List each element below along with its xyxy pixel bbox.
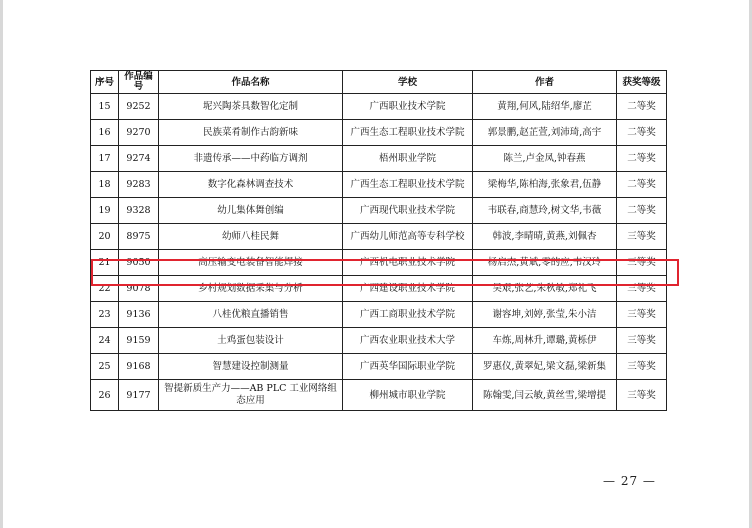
cell-work-id: 9168 [119, 354, 159, 380]
cell-award: 二等奖 [617, 94, 667, 120]
cell-index: 23 [91, 302, 119, 328]
cell-work-id: 9283 [119, 172, 159, 198]
header-title: 作品名称 [159, 71, 343, 94]
cell-authors: 车炼,周林升,谭璐,黄栎伊 [473, 328, 617, 354]
cell-index: 24 [91, 328, 119, 354]
table-row [91, 276, 667, 302]
cell-index: 15 [91, 94, 119, 120]
cell-school: 广西工商职业技术学院 [343, 302, 473, 328]
cell-title: 智慧建设控制测量 [159, 354, 343, 380]
table-row [91, 380, 667, 411]
cell-index: 19 [91, 198, 119, 224]
cell-work-id: 9078 [119, 276, 159, 302]
cell-index: 26 [91, 380, 119, 411]
cell-school: 广西生态工程职业技术学院 [343, 172, 473, 198]
header-index: 序号 [91, 71, 119, 94]
cell-index: 18 [91, 172, 119, 198]
cell-school: 广西生态工程职业技术学院 [343, 120, 473, 146]
awards-table [90, 70, 667, 411]
cell-title: 八桂优粮直播销售 [159, 302, 343, 328]
cell-index: 25 [91, 354, 119, 380]
cell-title: 乡村规划数据采集与分析 [159, 276, 343, 302]
cell-title: 土鸡蛋包装设计 [159, 328, 343, 354]
cell-school: 广西英华国际职业学院 [343, 354, 473, 380]
cell-title: 幼儿集体舞创编 [159, 198, 343, 224]
cell-award: 三等奖 [617, 380, 667, 411]
cell-school: 广西农业职业技术大学 [343, 328, 473, 354]
cell-award: 三等奖 [617, 224, 667, 250]
cell-authors: 陈翰雯,闫云敏,黄丝雪,梁增提 [473, 380, 617, 411]
cell-authors: 陈兰,卢金凤,钟春燕 [473, 146, 617, 172]
table-row [91, 224, 667, 250]
cell-authors: 郭景鹏,赵芷萱,刘沛琦,高宇 [473, 120, 617, 146]
cell-title: 高压输变电装备智能焊接 [159, 250, 343, 276]
table-row [91, 172, 667, 198]
cell-title: 坭兴陶茶具数智化定制 [159, 94, 343, 120]
header-work-id: 作品编号 [119, 71, 159, 94]
cell-work-id: 9252 [119, 94, 159, 120]
cell-school: 广西现代职业技术学院 [343, 198, 473, 224]
cell-award: 三等奖 [617, 250, 667, 276]
cell-award: 二等奖 [617, 172, 667, 198]
cell-work-id: 9050 [119, 250, 159, 276]
cell-index: 22 [91, 276, 119, 302]
cell-authors: 吴艰,张艺,朱秋敏,郑礼飞 [473, 276, 617, 302]
cell-work-id: 8975 [119, 224, 159, 250]
cell-authors: 谢容坤,刘婷,张莹,朱小洁 [473, 302, 617, 328]
cell-title: 数字化森林调查技术 [159, 172, 343, 198]
cell-title: 幼师八桂民舞 [159, 224, 343, 250]
cell-award: 三等奖 [617, 354, 667, 380]
cell-award: 三等奖 [617, 276, 667, 302]
table-row [91, 146, 667, 172]
page-number: — 27 — [603, 474, 656, 488]
cell-authors: 韦联春,商慧玲,树文华,韦薇 [473, 198, 617, 224]
cell-authors: 杨启杰,黄斌,零的应,韦汉玲 [473, 250, 617, 276]
cell-school: 梧州职业学院 [343, 146, 473, 172]
cell-school: 广西建设职业技术学院 [343, 276, 473, 302]
cell-work-id: 9270 [119, 120, 159, 146]
cell-award: 三等奖 [617, 328, 667, 354]
cell-school: 广西职业技术学院 [343, 94, 473, 120]
cell-school: 广西机电职业技术学院 [343, 250, 473, 276]
cell-index: 20 [91, 224, 119, 250]
cell-award: 二等奖 [617, 120, 667, 146]
table-row [91, 198, 667, 224]
cell-work-id: 9274 [119, 146, 159, 172]
table-row [91, 120, 667, 146]
cell-work-id: 9136 [119, 302, 159, 328]
cell-index: 17 [91, 146, 119, 172]
cell-work-id: 9177 [119, 380, 159, 411]
page-edge-left [0, 0, 3, 528]
table-row [91, 94, 667, 120]
cell-authors: 罗惠仪,黄翠妃,梁文磊,梁新集 [473, 354, 617, 380]
cell-award: 三等奖 [617, 302, 667, 328]
cell-authors: 梁梅华,陈柏海,张象君,伍静 [473, 172, 617, 198]
header-authors: 作者 [473, 71, 617, 94]
cell-index: 21 [91, 250, 119, 276]
cell-authors: 韩波,李晴晴,黄燕,刘佩杏 [473, 224, 617, 250]
cell-work-id: 9328 [119, 198, 159, 224]
table-row [91, 354, 667, 380]
table-row [91, 328, 667, 354]
cell-title: 非遗传承——中药临方调剂 [159, 146, 343, 172]
header-award: 获奖等级 [617, 71, 667, 94]
table-row [91, 302, 667, 328]
cell-award: 二等奖 [617, 146, 667, 172]
cell-title: 智提新质生产力——AB PLC 工业网络组态应用 [159, 380, 343, 411]
cell-award: 二等奖 [617, 198, 667, 224]
table-row-highlighted [91, 250, 667, 276]
table-header-row [91, 71, 667, 94]
cell-title: 民族菜肴制作古韵新味 [159, 120, 343, 146]
cell-school: 柳州城市职业学院 [343, 380, 473, 411]
cell-index: 16 [91, 120, 119, 146]
cell-authors: 黄翔,何风,陆绍华,廖芷 [473, 94, 617, 120]
cell-work-id: 9159 [119, 328, 159, 354]
header-school: 学校 [343, 71, 473, 94]
cell-school: 广西幼儿师范高等专科学校 [343, 224, 473, 250]
